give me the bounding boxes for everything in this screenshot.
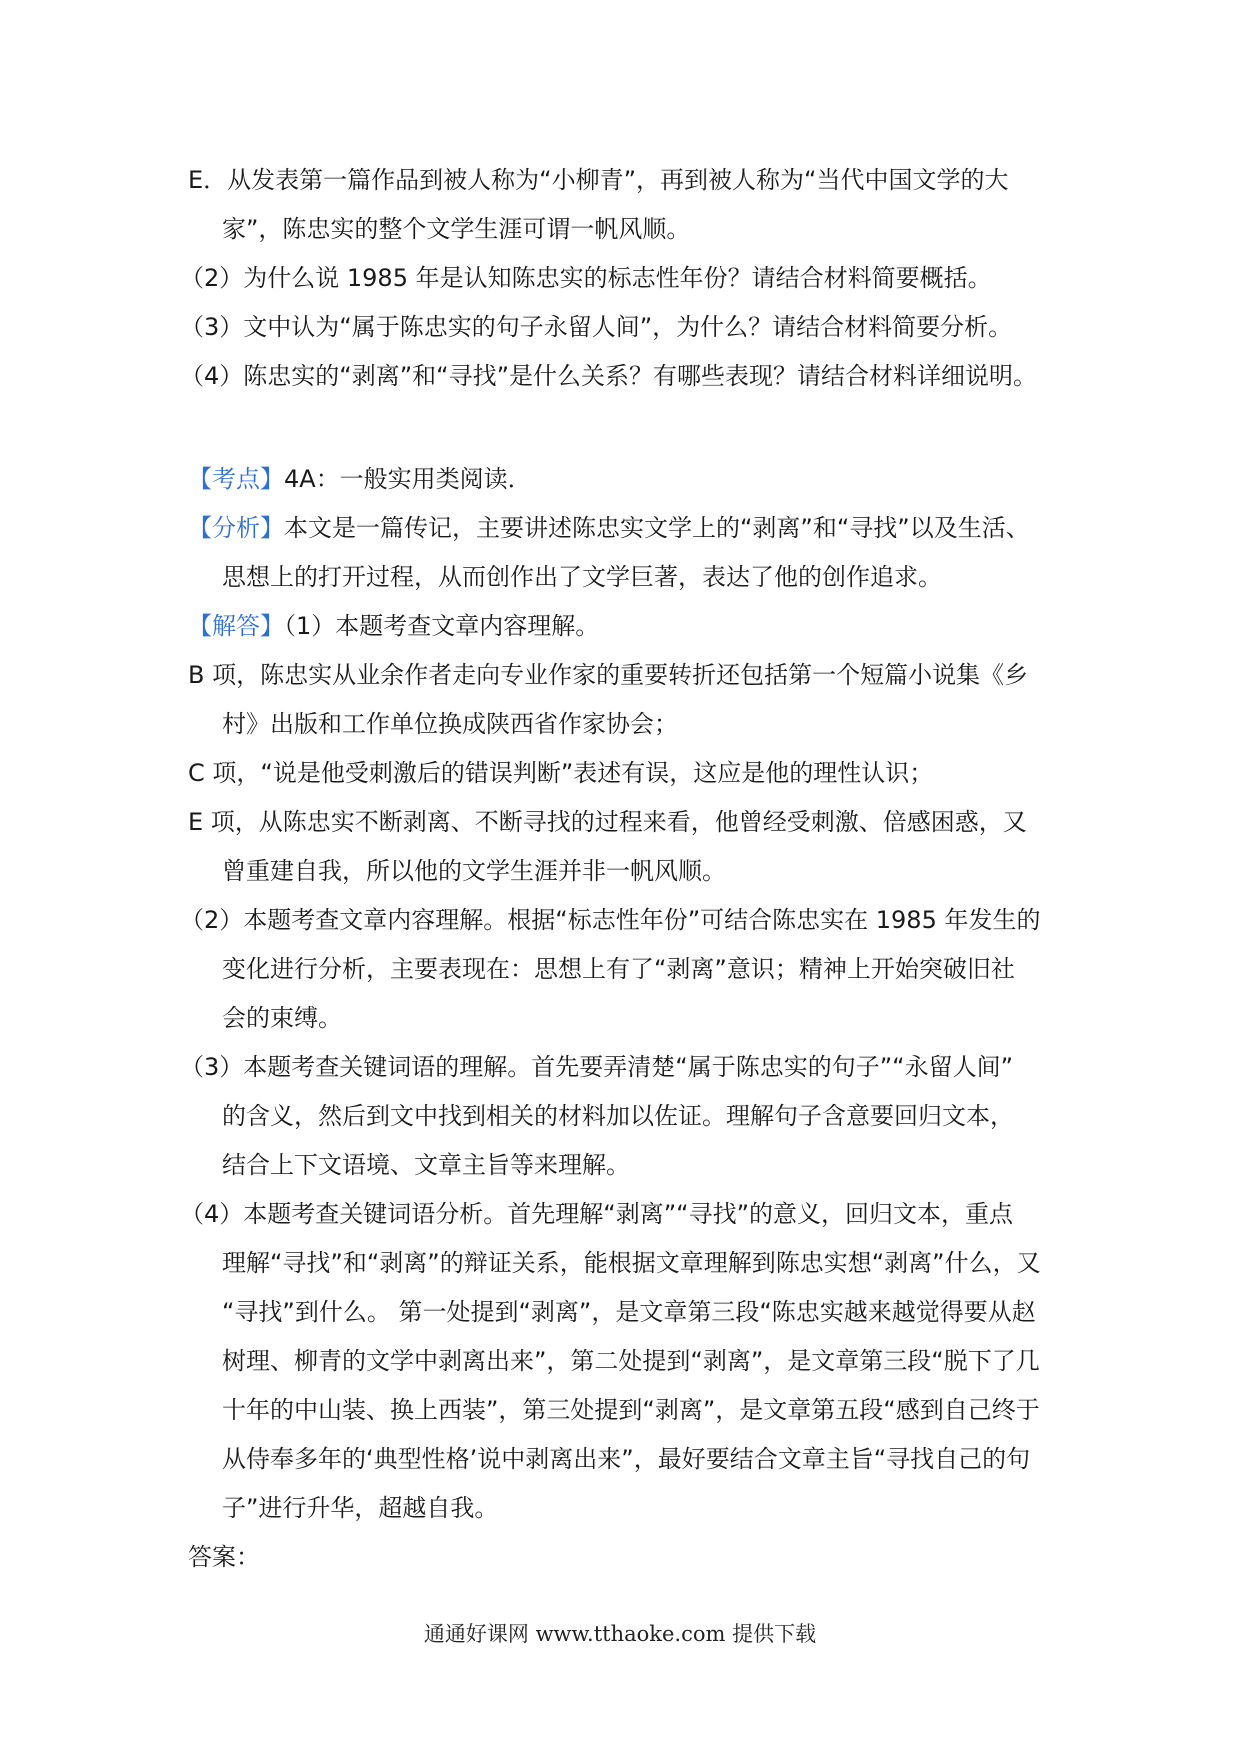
daan-label: 答案： bbox=[188, 1543, 260, 1571]
jieda-line bbox=[188, 602, 1068, 651]
answer-c-line: C 项，“说是他受刺激后的错误判断”表述有误，这应是他的理性认识； bbox=[188, 759, 934, 787]
document-body bbox=[180, 156, 1068, 1582]
answer-3-line1: （3）本题考查关键词语的理解。首先要弄清楚“属于陈忠实的句子”“永留人间” bbox=[180, 1053, 1014, 1081]
answer-4-line4: 树理、柳青的文学中剥离出来”，第二处提到“剥离”，是文章第三段“脱下了几 bbox=[222, 1347, 1040, 1375]
answer-4-line6: 从侍奉多年的‘典型性格’说中剥离出来”，最好要结合文章主旨“寻找自己的句 bbox=[222, 1445, 1031, 1473]
kaodian-line bbox=[188, 455, 1068, 504]
answer-e-line2: 曾重建自我，所以他的文学生涯并非一帆风顺。 bbox=[222, 857, 726, 885]
answer-b-line2: 村》出版和工作单位换成陕西省作家协会； bbox=[222, 710, 678, 738]
page-footer: 通通好课网 www.tthaoke.com 提供下载 bbox=[423, 1622, 817, 1646]
answer-3-line3: 结合上下文语境、文章主旨等来理解。 bbox=[222, 1151, 630, 1179]
answer-2-line2: 变化进行分析，主要表现在：思想上有了“剥离”意识；精神上开始突破旧社 bbox=[222, 955, 1015, 983]
answer-4-line7: 子”进行升华，超越自我。 bbox=[222, 1494, 499, 1522]
answer-e-line1: E 项，从陈忠实不断剥离、不断寻找的过程来看，他曾经受刺激、倍感困惑，又 bbox=[188, 808, 1027, 836]
fenxi-tag: 【分析】 bbox=[188, 514, 284, 542]
kaodian-tag: 【考点】 bbox=[188, 465, 284, 493]
fenxi-line2: 思想上的打开过程，从而创作出了文学巨著，表达了他的创作追求。 bbox=[222, 563, 942, 591]
option-e-line1: E．从发表第一篇作品到被人称为“小柳青”，再到被人称为“当代中国文学的大 bbox=[188, 166, 1009, 194]
fenxi-line1 bbox=[188, 504, 1068, 553]
section-gap bbox=[188, 401, 1068, 455]
option-e-line2: 家”，陈忠实的整个文学生涯可谓一帆风顺。 bbox=[222, 215, 691, 243]
answer-2-line3: 会的束缚。 bbox=[222, 1004, 342, 1032]
answer-b-line1: B 项，陈忠实从业余作者走向专业作家的重要转折还包括第一个短篇小说集《乡 bbox=[188, 661, 1029, 689]
jieda-tag: 【解答】 bbox=[188, 612, 284, 640]
question-2: （2）为什么说 1985 年是认知陈忠实的标志性年份？请结合材料简要概括。 bbox=[180, 264, 992, 292]
kaodian-text: 4A：一般实用类阅读． bbox=[284, 465, 532, 493]
answer-4-line1: （4）本题考查关键词语分析。首先理解“剥离”“寻找”的意义，回归文本，重点 bbox=[180, 1200, 1014, 1228]
answer-4-line5: 十年的中山装、换上西装”，第三处提到“剥离”，是文章第五段“感到自己终于 bbox=[222, 1396, 1040, 1424]
jieda-text: （1）本题考查文章内容理解。 bbox=[284, 612, 600, 640]
answer-2-line1: （2）本题考查文章内容理解。根据“标志性年份”可结合陈忠实在 1985 年发生的 bbox=[180, 906, 1041, 934]
question-3: （3）文中认为“属于陈忠实的句子永留人间”，为什么？请结合材料简要分析。 bbox=[180, 313, 1013, 341]
answer-4-line2: 理解“寻找”和“剥离”的辩证关系，能根据文章理解到陈忠实想“剥离”什么，又 bbox=[222, 1249, 1041, 1277]
question-4: （4）陈忠实的“剥离”和“寻找”是什么关系？有哪些表现？请结合材料详细说明。 bbox=[180, 362, 1038, 390]
answer-3-line2: 的含义，然后到文中找到相关的材料加以佐证。理解句子含意要回归文本， bbox=[222, 1102, 1014, 1130]
fenxi-text-1: 本文是一篇传记，主要讲述陈忠实文学上的“剥离”和“寻找”以及生活、 bbox=[284, 514, 1030, 542]
answer-4-line3: “寻找”到什么。 第一处提到“剥离”，是文章第三段“陈忠实越来越觉得要从赵 bbox=[222, 1298, 1036, 1326]
